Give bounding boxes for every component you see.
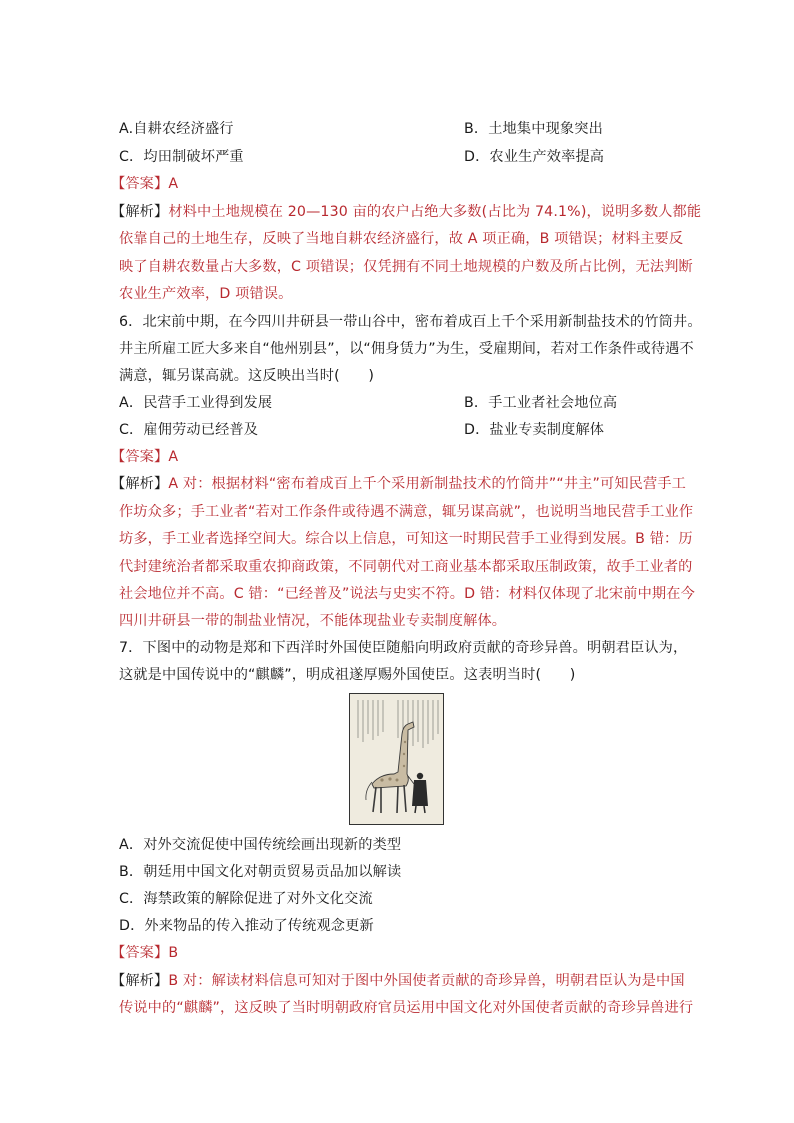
q5-analysis-line-4: 农业生产效率，D 项错误。 — [119, 286, 293, 302]
giraffe-illustration — [350, 694, 443, 824]
q5-answer — [111, 174, 178, 194]
q7-option-c[interactable]: C．海禁政策的解除促进了对外文化交流 — [119, 891, 373, 907]
q6-option-a[interactable]: A．民营手工业得到发展 — [119, 395, 273, 411]
q5-analysis-line-3: 映了自耕农数量占大多数，C 项错误；仅凭拥有不同土地规模的户数及所占比例，无法判断 — [119, 259, 693, 275]
analysis-text: B 对：解读材料信息可知对于图中外国使者贡献的奇珍异兽，明朝君臣认为是中国 — [168, 973, 685, 989]
q6-option-d[interactable]: D．盐业专卖制度解体 — [464, 422, 605, 438]
q6-stem-line-3: 满意，辄另谋高就。这反映出当时( ) — [119, 368, 375, 384]
q6-analysis-line-1 — [111, 474, 686, 494]
answer-value: A — [168, 449, 179, 465]
q5-analysis-line-1 — [111, 202, 701, 222]
q5-option-c[interactable]: C．均田制破坏严重 — [119, 149, 244, 165]
q6-option-c[interactable]: C．雇佣劳动已经普及 — [119, 422, 259, 438]
q5-option-d[interactable]: D．农业生产效率提高 — [464, 149, 605, 165]
q6-stem-line-2: 井主所雇工匠大多来自“他州别县”，以“佣身赁力”为生，受雇期间，若对工作条件或待遇不 — [119, 341, 694, 357]
q5-option-b[interactable]: B．土地集中现象突出 — [464, 121, 603, 137]
answer-tag: 【答案】 — [111, 449, 169, 465]
q6-analysis-line-5: 社会地位并不高。C 错：“已经普及”说法与史实不符。D 错：材料仅体现了北宋前中期在今 — [119, 586, 695, 602]
q5-option-a[interactable]: A.自耕农经济盛行 — [119, 121, 234, 137]
q7-answer — [111, 943, 178, 963]
q7-stem-line-2: 这就是中国传说中的“麒麟”，明成祖遂厚赐外国使臣。这表明当时( ) — [119, 667, 576, 683]
q7-option-d[interactable]: D．外来物品的传入推动了传统观念更新 — [119, 918, 374, 934]
analysis-tag: 【解析】 — [111, 973, 169, 989]
answer-tag: 【答案】 — [111, 176, 169, 192]
answer-value: B — [168, 945, 179, 961]
q5-options-row-1 — [119, 119, 603, 139]
q5-options-row-2 — [119, 147, 605, 167]
analysis-tag: 【解析】 — [111, 204, 169, 220]
q6-stem-line-1: 6．北宋前中期，在今四川井研县一带山谷中，密布着成百上千个采用新制盐技术的竹筒井。 — [119, 314, 702, 330]
q5-analysis-line-2: 依靠自己的土地生存，反映了当地自耕农经济盛行，故 A 项正确，B 项错误；材料主要反 — [119, 231, 684, 247]
q6-option-b[interactable]: B．手工业者社会地位高 — [464, 395, 618, 411]
giraffe-qilin-painting — [349, 693, 444, 825]
answer-value: A — [168, 176, 179, 192]
q6-options-row-2 — [119, 420, 605, 440]
q6-analysis-line-6: 四川井研县一带的制盐业情况，不能体现盐业专卖制度解体。 — [119, 613, 507, 629]
q7-option-a[interactable]: A．对外交流促使中国传统绘画出现新的类型 — [119, 837, 402, 853]
q6-options-row-1 — [119, 393, 618, 413]
analysis-text: A 对：根据材料“密布着成百上千个采用新制盐技术的竹筒井”“井主”可知民营手工 — [168, 476, 687, 492]
q7-stem-line-1: 7．下图中的动物是郑和下西洋时外国使臣随船向明政府贡献的奇珍异兽。明朝君臣认为， — [119, 640, 688, 656]
q7-option-b[interactable]: B．朝廷用中国文化对朝贡贸易贡品加以解读 — [119, 864, 402, 880]
q6-answer — [111, 447, 178, 467]
analysis-tag: 【解析】 — [111, 476, 169, 492]
q7-analysis-line-1 — [111, 971, 685, 991]
q7-analysis-line-2: 传说中的“麒麟”，这反映了当时明朝政府官员运用中国文化对外国使者贡献的奇珍异兽进行 — [119, 1000, 694, 1016]
q6-analysis-line-2: 作坊众多；手工业者“若对工作条件或待遇不满意，辄另谋高就”，也说明当地民营手工业作 — [119, 504, 694, 520]
q6-analysis-line-3: 坊多，手工业者选择空间大。综合以上信息，可知这一时期民营手工业得到发展。B 错：历 — [119, 531, 693, 547]
analysis-text: 材料中土地规模在 20—130 亩的农户占绝大多数(占比为 74.1%)，说明多数人都能 — [168, 204, 702, 220]
answer-tag: 【答案】 — [111, 945, 169, 961]
q6-analysis-line-4: 代封建统治者都采取重农抑商政策，不同朝代对工商业基本都采取压制政策，故手工业者的 — [119, 559, 693, 575]
